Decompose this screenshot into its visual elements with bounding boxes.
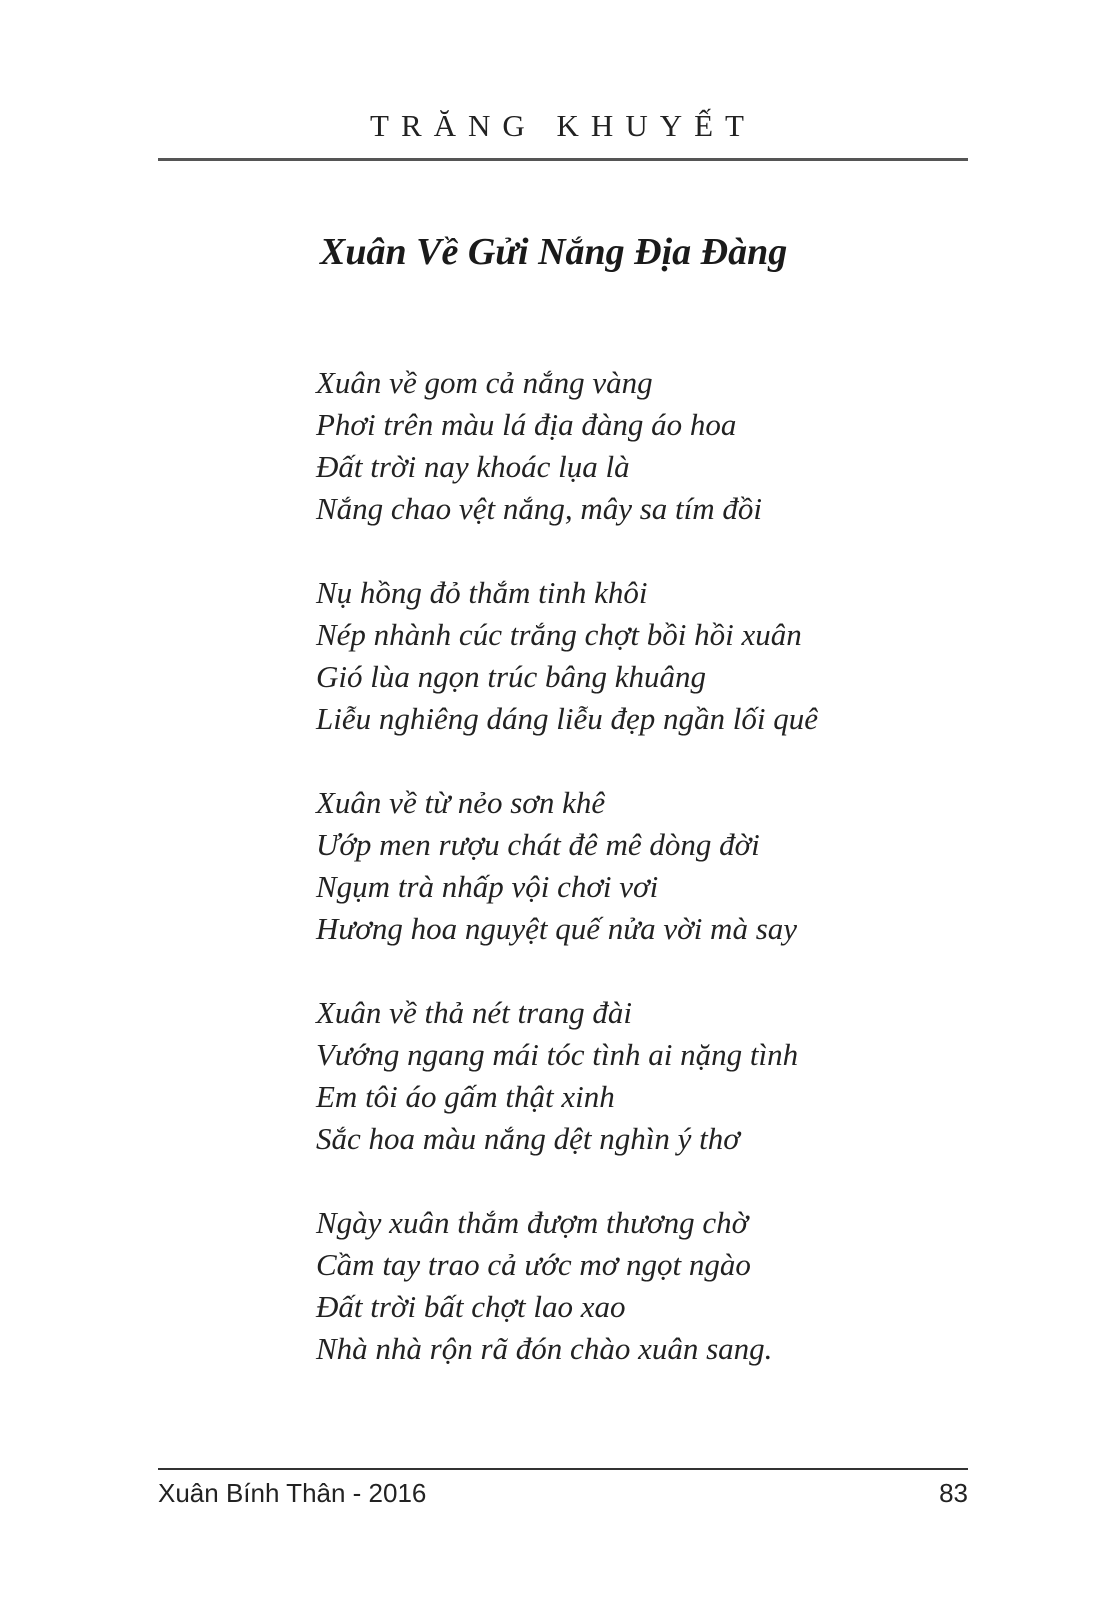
poem-line: Hương hoa nguyệt quế nửa vời mà say [316,911,798,946]
poem-line: Nép nhành cúc trắng chợt bồi hồi xuân [316,617,802,652]
poem-line: Xuân về gom cả nắng vàng [316,365,653,400]
poem-line: Xuân về thả nét trang đài [316,995,632,1030]
poem-line: Gió lùa ngọn trúc bâng khuâng [316,659,707,694]
stanza-1 [316,362,818,530]
poem-line: Phơi trên màu lá địa đàng áo hoa [316,407,737,442]
poem-line: Em tôi áo gấm thật xinh [316,1079,615,1114]
poem-line: Nhà nhà rộn rã đón chào xuân sang. [316,1331,773,1366]
stanza-2 [316,572,818,740]
stanza-3 [316,782,818,950]
stanza-4 [316,992,818,1160]
footer-book-title: Xuân Bính Thân - 2016 [158,1478,427,1508]
poem-line: Xuân về từ nẻo sơn khê [316,785,606,820]
poem-line: Đất trời nay khoác lụa là [316,449,630,484]
poem-line: Nụ hồng đỏ thắm tinh khôi [316,575,648,610]
stanza-5 [316,1202,818,1370]
page-number: 83 [939,1478,968,1508]
poem-body [316,362,818,1370]
poem-line: Sắc hoa màu nắng dệt nghìn ý thơ [316,1121,740,1156]
poem-line: Ướp men rượu chát đê mê dòng đời [316,827,760,862]
running-header: TRĂNG KHUYẾT [370,108,756,143]
footer-divider [158,1468,968,1470]
poem-line: Ngụm trà nhấp vội chơi vơi [316,869,659,904]
poem-line: Vướng ngang mái tóc tình ai nặng tình [316,1037,799,1072]
poem-line: Ngày xuân thắm đượm thương chờ [316,1205,749,1240]
poem-line: Nắng chao vệt nắng, mây sa tím đồi [316,491,763,526]
header-divider [158,158,968,161]
poem-title: Xuân Về Gửi Nắng Địa Đàng [320,231,788,273]
poem-line: Liễu nghiêng dáng liễu đẹp ngần lối quê [316,701,818,736]
poem-line: Đất trời bất chợt lao xao [316,1289,626,1324]
poem-line: Cầm tay trao cả ước mơ ngọt ngào [316,1247,751,1282]
